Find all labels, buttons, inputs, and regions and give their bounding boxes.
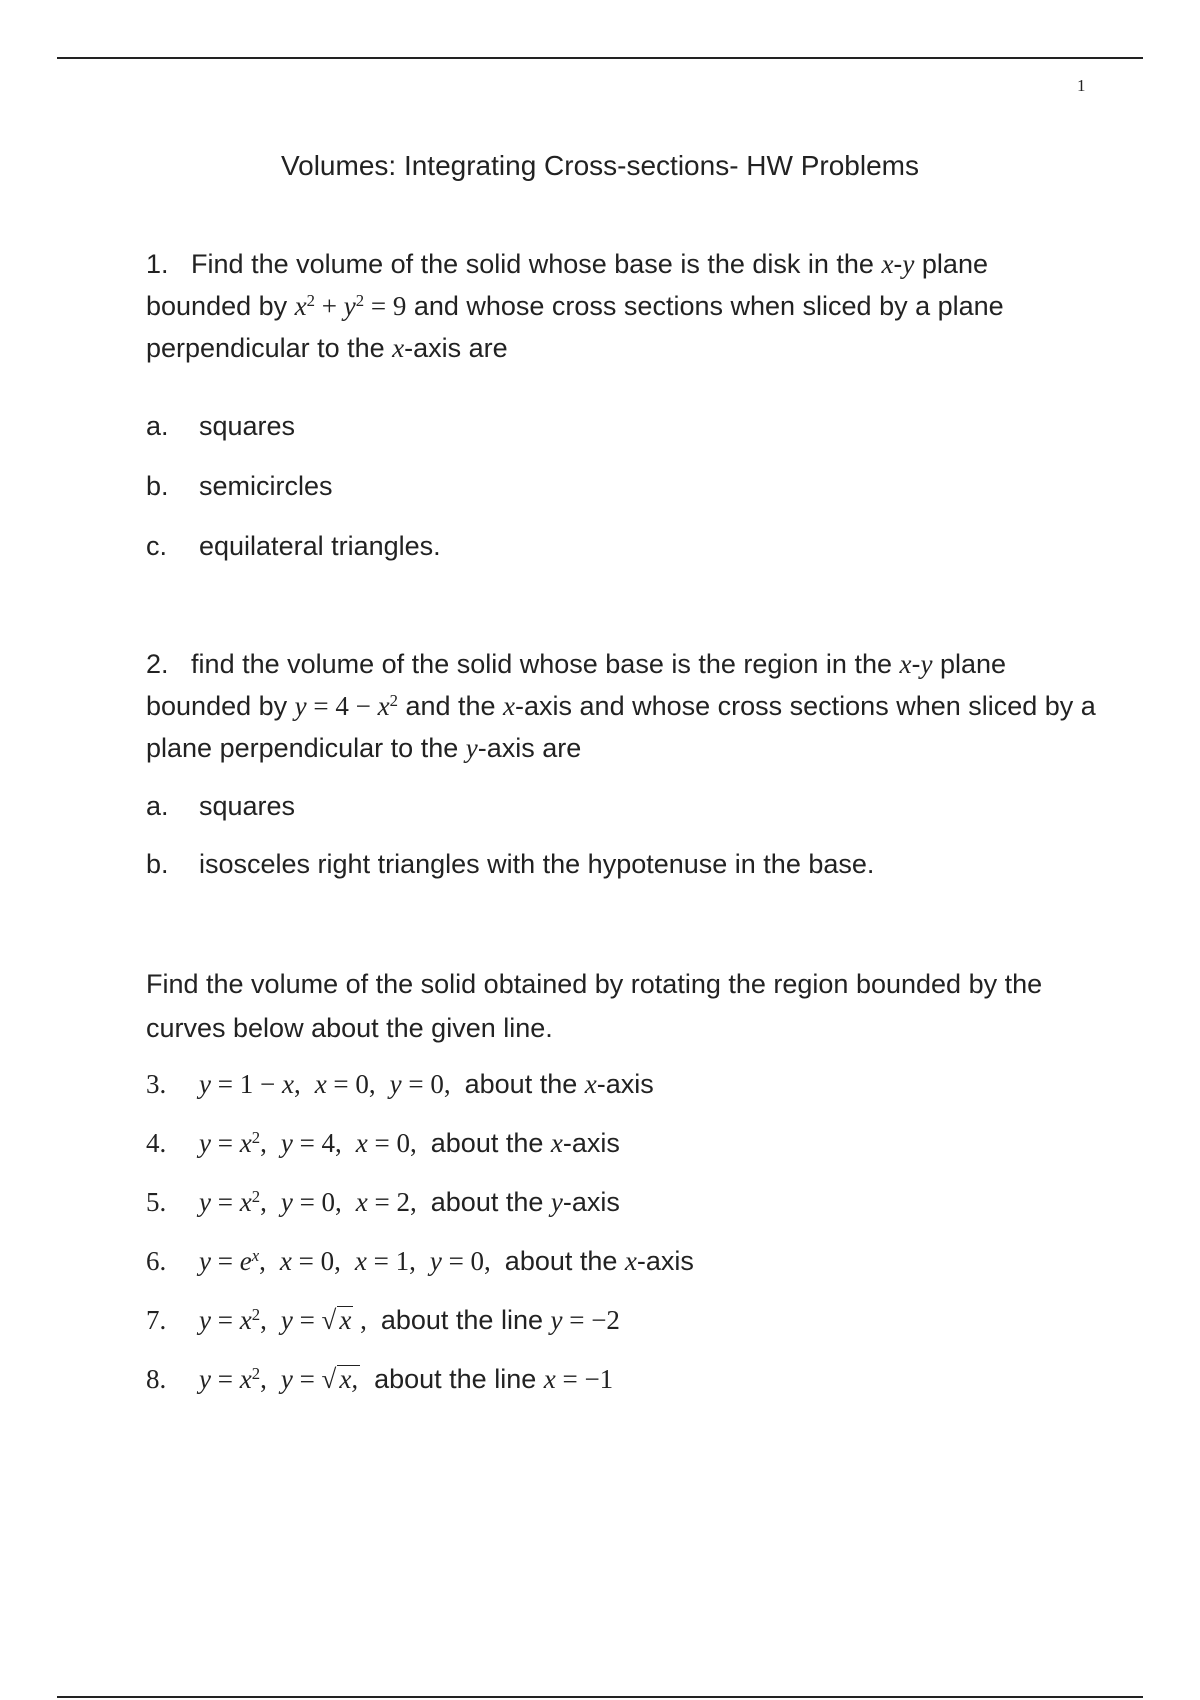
- problem-1-equation: $x^2 + y^2 = 9$: [294, 290, 407, 321]
- rotation-problem-8: 8. $y = x^2$, y = √ x, about the line x = −1: [146, 1363, 614, 1394]
- problem-2-equation: $y = 4 - x^2$: [294, 690, 398, 721]
- problem-1-option-a: a. squares: [146, 411, 296, 441]
- top-rule: [57, 57, 1143, 59]
- rotation-intro: Find the volume of the solid obtained by rotating the region bounded by the curves below about the given line.: [146, 969, 1043, 1043]
- rotation-problem-6: 6. $y = e^x$, x = 0, x = 1, y = 0, about the x-axis: [146, 1245, 694, 1276]
- rotation-problem-4: 4. $y = x^2$, y = 4, x = 0, about the x-axis: [146, 1127, 620, 1158]
- page-title: Volumes: Integrating Cross-sections- HW Problems: [281, 150, 919, 181]
- problem-1-option-b: b. semicircles: [146, 471, 333, 501]
- rotation-problem-7: 7. $y = x^2$, y = √ x , about the line y = −2: [146, 1304, 620, 1335]
- page-number: 1: [1077, 76, 1086, 95]
- problem-2-option-a: a. squares: [146, 791, 296, 821]
- problem-1-option-c: c. equilateral triangles.: [146, 531, 441, 561]
- problem-2-statement: 2. find the volume of the solid whose base is the region in the x-y plane bounded by $y = 4 - x^2$ and the x-axis and whose cross sections when sliced by a plane perpendicular to the y-axis are: [146, 649, 1096, 763]
- problem-2-number: 2.: [146, 649, 169, 679]
- problem-1-number: 1.: [146, 249, 169, 279]
- rotation-problem-5: 5. $y = x^2$, y = 0, x = 2, about the y-axis: [146, 1186, 620, 1217]
- rotation-problem-3: 3. y = 1 − x, x = 0, y = 0, about the x-axis: [146, 1069, 654, 1099]
- problem-2-option-b: b. isosceles right triangles with the hypotenuse in the base.: [146, 849, 875, 879]
- bottom-rule: [57, 1696, 1143, 1698]
- problem-1-statement: 1. Find the volume of the solid whose base is the disk in the x-y plane bounded by $x^2 + y^2 = 9$ and whose cross sections when sliced by a plane perpendicular to the x-axis are: [146, 249, 1004, 363]
